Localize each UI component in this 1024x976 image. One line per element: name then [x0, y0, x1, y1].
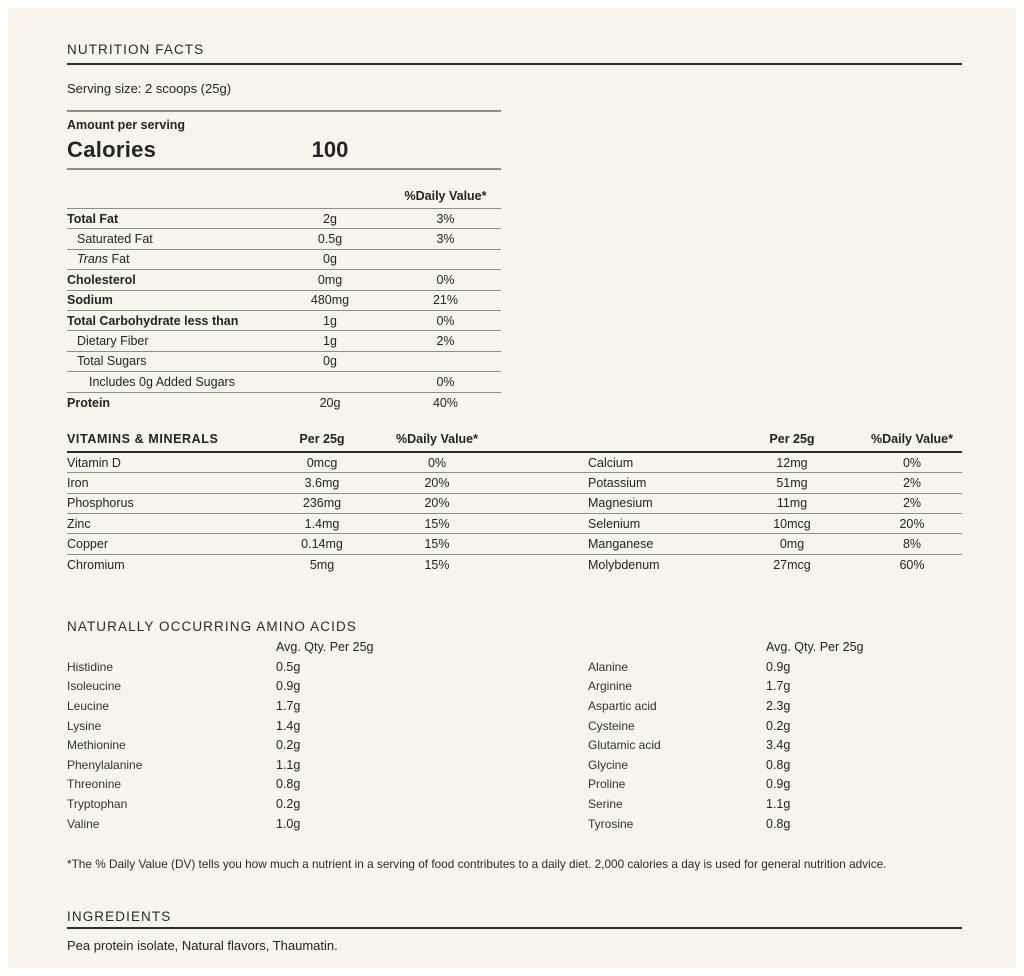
amino-label-left: Leucine	[67, 699, 110, 714]
nutrient-dv: 40%	[432, 395, 459, 410]
vitamin-dv-right: 60%	[899, 558, 925, 573]
nutrient-amount: 0mg	[317, 272, 343, 287]
vitamin-row	[67, 494, 962, 514]
calories-label: Calories	[67, 137, 157, 162]
label-content	[67, 8, 962, 954]
nutrient-row	[67, 270, 501, 290]
vitamins-dv-header-left: %Daily Value*	[396, 431, 478, 446]
nutrient-label: Total Carbohydrate less than	[67, 313, 239, 328]
amino-value-right: 2.3g	[766, 699, 791, 714]
vitamins-dv-header-right: %Daily Value*	[871, 431, 953, 446]
vitamins-title: VITAMINS & MINERALS	[67, 431, 219, 446]
amino-value-right: 3.4g	[766, 738, 791, 753]
nutrient-label: Trans Fat	[77, 252, 130, 267]
daily-value-footnote: *The % Daily Value (DV) tells you how much a nutrient in a serving of food contributes to a daily diet. 2,000 calories a day is used for general nutrition advice.	[67, 857, 887, 872]
vitamin-dv-left: 20%	[424, 475, 450, 490]
nutrient-amount: 1g	[323, 334, 337, 349]
calories-row	[67, 137, 501, 170]
amino-value-right: 1.7g	[766, 679, 791, 694]
nutrient-dv: 0%	[436, 272, 455, 287]
vitamin-amount-left: 0.14mg	[301, 537, 343, 552]
amino-label-right: Aspartic acid	[588, 699, 657, 714]
amino-value-left: 0.5g	[276, 659, 301, 674]
amino-value-right: 0.9g	[766, 777, 791, 792]
nutrient-label: Sodium	[67, 293, 113, 308]
amino-acid-row	[67, 658, 962, 678]
amino-value-right: 0.9g	[766, 659, 791, 674]
main-table-rows	[67, 209, 501, 413]
vitamin-amount-right: 10mcg	[773, 516, 811, 531]
vitamin-row	[67, 534, 962, 554]
vitamin-amount-right: 11mg	[776, 496, 808, 511]
amino-label-left: Threonine	[67, 777, 122, 792]
vitamin-label-left: Vitamin D	[67, 455, 121, 470]
vitamins-per25g-header-right: Per 25g	[769, 431, 815, 446]
amino-value-right: 1.1g	[766, 797, 791, 811]
amino-value-left: 1.4g	[276, 718, 301, 733]
nutrient-label: Cholesterol	[67, 272, 136, 287]
vitamin-amount-right: 0mg	[779, 537, 805, 552]
vitamin-label-right: Manganese	[588, 537, 654, 552]
vitamins-minerals-table	[67, 431, 962, 575]
vitamin-dv-left: 15%	[424, 516, 450, 531]
vitamin-dv-right: 2%	[902, 496, 922, 511]
nutrient-dv: 3%	[436, 211, 455, 226]
vitamin-label-right: Magnesium	[588, 496, 653, 511]
amino-acid-row	[67, 775, 962, 795]
amino-label-left: Tryptophan	[67, 797, 128, 811]
label-panel	[8, 8, 1016, 968]
vitamin-label-left: Phosphorus	[67, 496, 134, 511]
amino-qty-header-right: Avg. Qty. Per 25g	[766, 640, 864, 655]
amino-label-left: Phenylalanine	[67, 757, 143, 772]
vitamins-rows	[67, 453, 962, 575]
vitamin-label-left: Zinc	[67, 516, 91, 531]
amino-label-right: Glutamic acid	[588, 738, 661, 753]
amino-value-left: 0.9g	[276, 679, 301, 694]
vitamin-dv-right: 2%	[902, 475, 922, 490]
amino-label-left: Lysine	[67, 718, 102, 733]
amino-label-right: Proline	[588, 777, 626, 792]
nutrient-label: Saturated Fat	[77, 232, 153, 247]
nutrient-row	[67, 291, 501, 311]
vitamin-amount-left: 1.4mg	[304, 516, 340, 531]
main-table-header	[67, 188, 501, 209]
nutrient-dv: 0%	[436, 313, 455, 328]
nutrient-dv: 21%	[432, 293, 459, 308]
vitamin-amount-right: 51mg	[776, 475, 808, 490]
vitamin-label-right: Potassium	[588, 475, 647, 490]
vitamin-amount-left: 5mg	[309, 558, 335, 573]
vitamin-label-left: Copper	[67, 537, 108, 552]
vitamin-row	[67, 514, 962, 534]
vitamin-label-left: Iron	[67, 475, 89, 490]
amino-acid-row	[67, 677, 962, 697]
amino-acids-title: NATURALLY OCCURRING AMINO ACIDS	[67, 619, 357, 635]
amino-acid-row	[67, 795, 962, 815]
ingredients-text: Pea protein isolate, Natural flavors, Thaumatin.	[67, 938, 338, 954]
amino-acid-row	[67, 815, 962, 835]
nutrient-row	[67, 393, 501, 413]
amino-label-right: Alanine	[588, 659, 629, 674]
vitamins-header	[67, 431, 962, 453]
nutrient-label: Total Fat	[67, 211, 119, 226]
vitamin-row	[67, 555, 962, 575]
amino-label-left: Methionine	[67, 738, 126, 753]
amino-label-right: Arginine	[588, 679, 633, 694]
amino-label-left: Valine	[67, 816, 100, 831]
amino-value-right: 0.8g	[766, 816, 791, 831]
vitamin-dv-left: 15%	[424, 537, 450, 552]
amino-label-right: Cysteine	[588, 718, 635, 733]
amount-per-serving-label: Amount per serving	[67, 118, 186, 132]
vitamin-label-right: Selenium	[588, 516, 641, 531]
nutrient-row	[67, 250, 501, 270]
nutrient-amount: 0.5g	[317, 232, 343, 247]
nutrition-facts-title: NUTRITION FACTS	[67, 8, 962, 65]
nutrient-label: Dietary Fiber	[77, 334, 149, 349]
amino-acid-row	[67, 756, 962, 776]
amino-value-left: 0.2g	[276, 797, 301, 811]
amino-value-left: 1.0g	[276, 816, 301, 831]
amino-value-left: 0.2g	[276, 738, 301, 753]
vitamin-amount-right: 12mg	[776, 455, 808, 470]
daily-value-header: %Daily Value*	[404, 189, 487, 203]
nutrient-row	[67, 352, 501, 372]
main-nutrition-table	[67, 188, 501, 413]
nutrient-amount: 0g	[323, 252, 337, 267]
amino-value-right: 0.8g	[766, 757, 791, 772]
nutrient-amount: 0g	[323, 354, 337, 369]
nutrient-row	[67, 209, 501, 229]
nutrient-row	[67, 372, 501, 392]
amino-acid-row	[67, 717, 962, 737]
vitamin-row	[67, 453, 962, 473]
amino-value-left: 0.8g	[276, 777, 301, 792]
vitamin-dv-left: 0%	[427, 455, 447, 470]
amino-acids-rows	[67, 658, 962, 834]
amino-acid-row	[67, 697, 962, 717]
nutrient-row	[67, 331, 501, 351]
vitamin-dv-right: 20%	[899, 516, 925, 531]
nutrient-label: Protein	[67, 395, 111, 410]
vitamin-label-right: Molybdenum	[588, 558, 660, 573]
nutrient-dv: 3%	[436, 232, 455, 247]
vitamin-dv-left: 20%	[424, 496, 450, 511]
vitamins-per25g-header-left: Per 25g	[299, 431, 345, 446]
vitamin-label-left: Chromium	[67, 558, 125, 573]
nutrient-row	[67, 229, 501, 249]
nutrient-row	[67, 311, 501, 331]
amino-acid-row	[67, 736, 962, 756]
calories-value: 100	[311, 137, 349, 162]
amino-label-right: Tyrosine	[588, 816, 634, 831]
nutrient-amount: 2g	[323, 211, 337, 226]
amino-label-right: Glycine	[588, 757, 629, 772]
vitamin-amount-left: 3.6mg	[304, 475, 340, 490]
ingredients-title: INGREDIENTS	[67, 909, 962, 929]
amino-label-left: Isoleucine	[67, 679, 122, 694]
nutrient-label: Includes 0g Added Sugars	[89, 374, 235, 389]
amino-value-right: 0.2g	[766, 718, 791, 733]
amino-label-left: Histidine	[67, 659, 114, 674]
vitamin-amount-left: 236mg	[302, 496, 342, 511]
vitamin-amount-left: 0mcg	[306, 455, 338, 470]
vitamin-amount-right: 27mcg	[773, 558, 811, 573]
vitamin-dv-right: 8%	[902, 537, 922, 552]
nutrient-dv: 0%	[436, 374, 455, 389]
vitamin-dv-left: 15%	[424, 558, 450, 573]
amino-qty-header-left: Avg. Qty. Per 25g	[276, 640, 374, 655]
amino-value-left: 1.1g	[276, 757, 301, 772]
nutrient-amount: 480mg	[310, 293, 350, 308]
vitamin-dv-right: 0%	[902, 455, 922, 470]
vitamin-row	[67, 473, 962, 493]
nutrient-label: Total Sugars	[77, 354, 147, 369]
serving-size-text: Serving size: 2 scoops (25g)	[67, 81, 501, 112]
amino-acids-header	[67, 638, 962, 658]
nutrient-amount: 20g	[319, 395, 341, 410]
nutrient-amount: 1g	[323, 313, 337, 328]
nutrient-dv: 2%	[436, 334, 455, 349]
amino-label-right: Serine	[588, 797, 623, 811]
vitamin-label-right: Calcium	[588, 455, 634, 470]
amino-value-left: 1.7g	[276, 699, 301, 714]
